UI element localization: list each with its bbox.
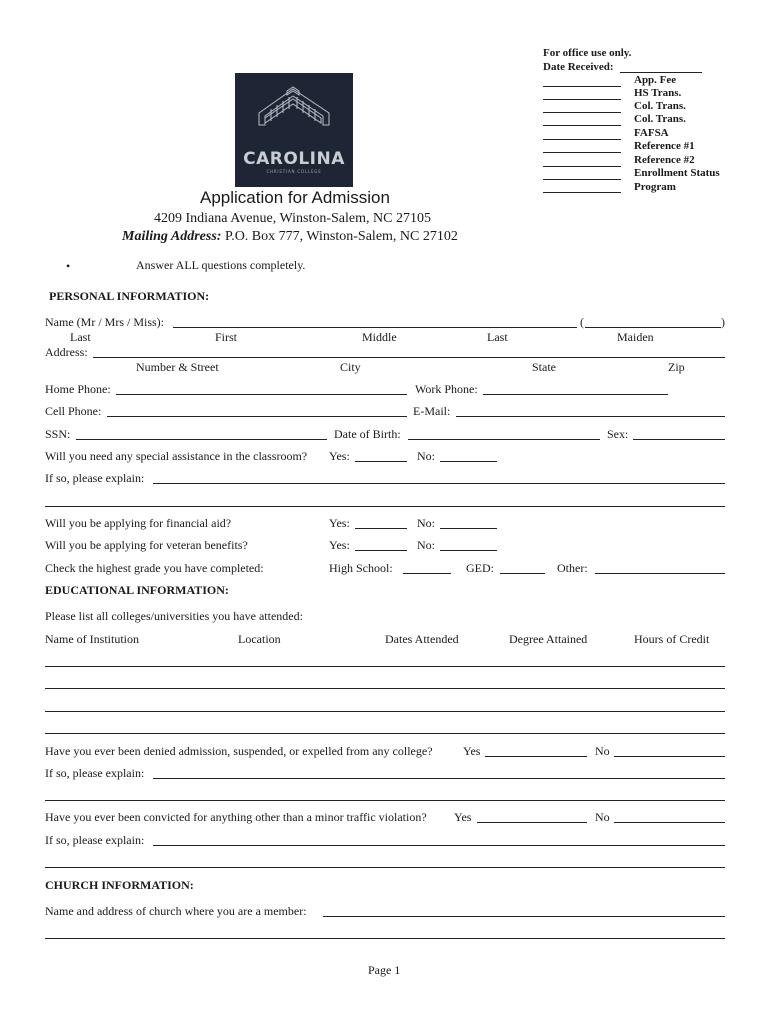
finaid-question: Will you be applying for financial aid? — [45, 516, 232, 530]
checklist-col-trans-1: Col. Trans. — [634, 100, 686, 112]
bullet-icon: • — [66, 259, 71, 273]
name-sub-first: First — [215, 330, 238, 344]
sex-field[interactable] — [633, 439, 725, 440]
checklist-fafsa: FAFSA — [634, 127, 669, 139]
checklist-line-fafsa[interactable] — [543, 139, 621, 140]
finaid-no-label: No: — [417, 516, 435, 530]
assistance-explain-field-2[interactable] — [45, 506, 725, 507]
other-label: Other: — [557, 561, 588, 575]
assistance-explain-label: If so, please explain: — [45, 471, 145, 485]
col-name-of-institution: Name of Institution — [45, 632, 139, 646]
convicted-no-field[interactable] — [614, 822, 725, 823]
ged-field[interactable] — [500, 573, 545, 574]
mailing-address — [122, 229, 458, 245]
high-school-label: High School: — [329, 561, 393, 575]
checklist-line-hs-trans[interactable] — [543, 99, 621, 100]
denied-explain-field-2[interactable] — [45, 800, 725, 801]
church-field[interactable] — [323, 916, 725, 917]
logo-wordmark: CAROLINA — [243, 149, 345, 169]
checklist-line-program[interactable] — [543, 192, 621, 193]
name-sub-middle: Middle — [362, 330, 397, 344]
high-school-field[interactable] — [403, 573, 451, 574]
sex-label: Sex: — [607, 427, 629, 441]
mailing-address-label: Mailing Address: — [122, 229, 222, 244]
cell-phone-field[interactable] — [107, 416, 407, 417]
checklist-reference-2: Reference #2 — [634, 154, 695, 166]
assistance-question: Will you need any special assistance in the classroom? — [45, 449, 308, 463]
checklist-enrollment-status: Enrollment Status — [634, 167, 720, 179]
convicted-yes-label: Yes — [454, 810, 472, 824]
checklist-line-col-trans-1[interactable] — [543, 112, 621, 113]
checklist-app-fee: App. Fee — [634, 74, 677, 86]
address-sub-city: City — [340, 360, 361, 374]
veteran-no-field[interactable] — [440, 550, 497, 551]
office-use-header: For office use only. — [543, 47, 632, 59]
dob-label: Date of Birth: — [334, 427, 401, 441]
page-number: Page 1 — [368, 963, 401, 977]
form-title: Application for Admission — [200, 188, 390, 207]
assistance-yes-field[interactable] — [355, 461, 407, 462]
denied-no-label: No — [595, 744, 610, 758]
col-dates-attended: Dates Attended — [385, 632, 459, 646]
address-field[interactable] — [93, 357, 725, 358]
college-entry-line-2[interactable] — [45, 688, 725, 689]
date-received-label: Date Received: — [543, 61, 614, 73]
college-logo — [235, 73, 353, 187]
street-address: 4209 Indiana Avenue, Winston-Salem, NC 27105 — [154, 211, 431, 226]
email-field[interactable] — [456, 416, 725, 417]
convicted-explain-label: If so, please explain: — [45, 833, 145, 847]
checklist-line-app-fee[interactable] — [543, 86, 621, 87]
checklist-program: Program — [634, 181, 676, 193]
instruction-text: Answer ALL questions completely. — [136, 258, 306, 272]
paren-close: ) — [721, 315, 725, 329]
veteran-yes-label: Yes: — [329, 538, 350, 552]
church-field-2[interactable] — [45, 938, 725, 939]
education-heading: EDUCATIONAL INFORMATION: — [45, 583, 229, 597]
name-sub-maiden: Maiden — [617, 330, 654, 344]
work-phone-label: Work Phone: — [415, 382, 478, 396]
email-label: E-Mail: — [413, 404, 451, 418]
maiden-name-field[interactable] — [585, 327, 721, 328]
name-label: Name (Mr / Mrs / Miss): — [45, 315, 164, 329]
church-heading: CHURCH INFORMATION: — [45, 878, 194, 892]
church-prompt: Name and address of church where you are a member: — [45, 904, 307, 918]
grade-question: Check the highest grade you have completed: — [45, 561, 264, 575]
checklist-line-reference-2[interactable] — [543, 166, 621, 167]
checklist-line-enrollment[interactable] — [543, 179, 621, 180]
finaid-yes-label: Yes: — [329, 516, 350, 530]
home-phone-field[interactable] — [116, 394, 407, 395]
cell-phone-label: Cell Phone: — [45, 404, 102, 418]
dob-field[interactable] — [408, 439, 600, 440]
college-entry-line-3[interactable] — [45, 711, 725, 712]
assistance-explain-field[interactable] — [153, 483, 725, 484]
checklist-hs-trans: HS Trans. — [634, 87, 682, 99]
date-received-field[interactable] — [620, 72, 702, 73]
checklist-line-col-trans-2[interactable] — [543, 125, 621, 126]
ged-label: GED: — [466, 561, 494, 575]
ssn-label: SSN: — [45, 427, 71, 441]
checklist-reference-1: Reference #1 — [634, 140, 695, 152]
address-sub-zip: Zip — [668, 360, 685, 374]
address-sub-state: State — [532, 360, 556, 374]
convicted-explain-field-2[interactable] — [45, 867, 725, 868]
mailing-address-value: P.O. Box 777, Winston-Salem, NC 27102 — [224, 229, 458, 244]
finaid-no-field[interactable] — [440, 528, 497, 529]
checklist-line-reference-1[interactable] — [543, 152, 621, 153]
veteran-yes-field[interactable] — [355, 550, 407, 551]
denied-explain-field[interactable] — [153, 778, 725, 779]
name-sub-last-2: Last — [487, 330, 508, 344]
college-entry-line-4[interactable] — [45, 733, 725, 734]
convicted-no-label: No — [595, 810, 610, 824]
other-field[interactable] — [595, 573, 725, 574]
finaid-yes-field[interactable] — [355, 528, 407, 529]
convicted-explain-field[interactable] — [153, 845, 725, 846]
house-emblem-icon — [235, 73, 353, 153]
assistance-yes-label: Yes: — [329, 449, 350, 463]
address-label: Address: — [45, 345, 88, 359]
personal-heading: PERSONAL INFORMATION: — [49, 289, 210, 303]
address-sub-street: Number & Street — [136, 360, 219, 374]
name-sub-last: Last — [70, 330, 91, 344]
veteran-question: Will you be applying for veteran benefits? — [45, 538, 248, 552]
denied-yes-label: Yes — [463, 744, 481, 758]
col-degree-attained: Degree Attained — [509, 632, 588, 646]
logo-subtitle: CHRISTIAN COLLEGE — [266, 169, 322, 174]
convicted-question: Have you ever been convicted for anything other than a minor traffic violation? — [45, 810, 427, 824]
col-hours-of-credit: Hours of Credit — [634, 632, 710, 646]
assistance-no-field[interactable] — [440, 461, 497, 462]
convicted-yes-field[interactable] — [477, 822, 587, 823]
denied-explain-label: If so, please explain: — [45, 766, 145, 780]
denied-no-field[interactable] — [614, 756, 725, 757]
college-entry-line-1[interactable] — [45, 666, 725, 667]
paren-open: ( — [580, 315, 584, 329]
denied-question: Have you ever been denied admission, suspended, or expelled from any college? — [45, 744, 433, 758]
work-phone-field[interactable] — [483, 394, 668, 395]
checklist-col-trans-2: Col. Trans. — [634, 113, 686, 125]
name-field[interactable] — [173, 327, 577, 328]
col-location: Location — [238, 632, 281, 646]
colleges-prompt: Please list all colleges/universities you have attended: — [45, 609, 303, 623]
veteran-no-label: No: — [417, 538, 435, 552]
assistance-no-label: No: — [417, 449, 435, 463]
denied-yes-field[interactable] — [485, 756, 587, 757]
ssn-field[interactable] — [76, 439, 327, 440]
home-phone-label: Home Phone: — [45, 382, 111, 396]
